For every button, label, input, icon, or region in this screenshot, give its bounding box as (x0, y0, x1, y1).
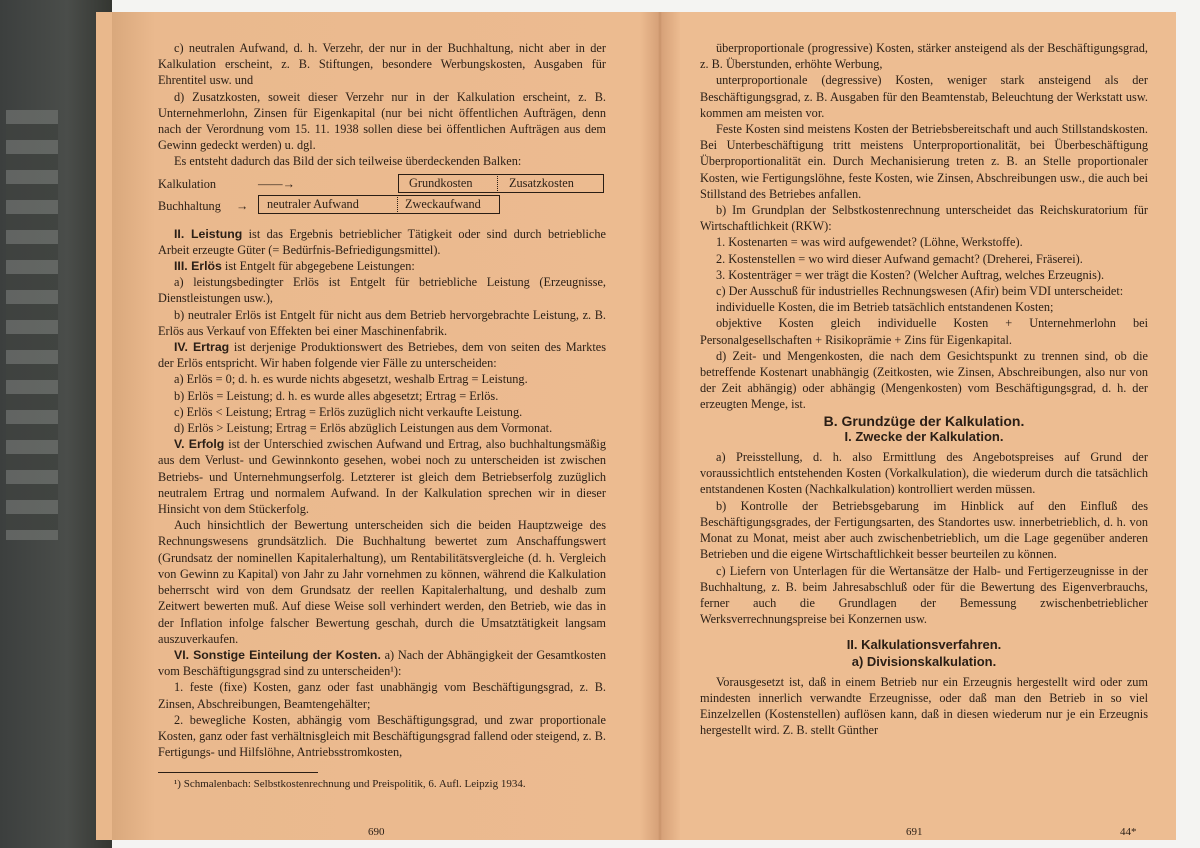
section-heading: IV. Ertrag (174, 340, 230, 355)
arrow-icon: ——→ (258, 176, 295, 191)
section-heading: II. Leistung (174, 226, 243, 241)
paragraph: c) Der Ausschuß für industrielles Rechnungswesen (Afir) beim VDI unterscheidet: (716, 284, 1124, 299)
paragraph: d) Zusatzkosten, soweit dieser Verzehr nur in der Kalkulation erscheint, z. B. Unternehmerlohn, Zinsen für Eigenkapital (nur bei nicht öffentlichen Aufträgen, denn nach der Verordnung vom 15. 11. 1938 sollen diese bei öffentlichen Aufträgen aus dem Gewinn gedeckt werden) u. dgl. (158, 89, 606, 153)
section-heading: VI. Sonstige Einteilung der Kosten. (174, 647, 381, 662)
list-item: 1. Kostenarten = was wird aufgewendet? (Löhne, Werkstoffe). (716, 235, 1023, 250)
subsection-heading: a) Divisionskalkulation. (851, 653, 997, 669)
paragraph: d) Zeit- und Mengenkosten, die nach dem Gesichtspunkt zu trennen sind, ob die betreffende Kostenart unabhängig (Zeitkosten, wie Zinsen, Abschreibungen, also nur von der Zeit abhängig) oder abhängig (Mengenkosten) vom Beschäftigungsgrad, d. h. der erzeugten Menge, ist. (700, 348, 1148, 412)
footnote-divider (158, 772, 318, 773)
paragraph: Feste Kosten sind meistens Kosten der Betriebsbereitschaft und auch Stillstandskosten. Bei Unterbeschäftigung tritt meistens Unterproportionalität, bei Überbeschäftigung Überproportionalität ein. Durch Mechanisierung treten z. B. an Stelle proportionaler Kosten, wie Fertigungslöhne, feste Kosten, wie Zinsen, Abschreibungen usw., die auch bei Stillstand des Betriebes anfallen. (700, 122, 1148, 201)
bar-label-neutraler-aufwand: neutraler Aufwand (267, 196, 359, 211)
paragraph: Es entsteht dadurch das Bild der sich teilweise überdeckenden Balken: (174, 154, 522, 169)
bar-divider (397, 197, 398, 212)
section-heading: II. Kalkulationsverfahren. (846, 637, 1002, 653)
paragraph: c) Liefern von Unterlagen für die Wertansätze der Halb- und Fertigerzeugnisse in der Buchhaltung, z. B. beim Jahresabschluß oder für die Bewertung des Eigenverbrauchs, ferner auch die Grundlagen der Bemessung zwischenbetrieblicher Werksverrechnungspreise bei Konzernen usw. (700, 563, 1148, 627)
bar-label-zusatzkosten: Zusatzkosten (509, 175, 574, 190)
section-heading: V. Erfolg (174, 437, 225, 452)
section-heading: III. Erlös (174, 259, 222, 274)
kalkulation-bar (398, 174, 604, 193)
right-page-text (700, 40, 1148, 739)
list-item: objektive Kosten gleich individuelle Kosten + Unternehmerlohn bei Personalgesellschaften + Risikoprämie + Zins für Eigenkapital. (700, 316, 1148, 347)
paragraph: c) neutralen Aufwand, d. h. Verzehr, der nur in der Buchhaltung, nicht aber in der Kalkulation erscheint, z. B. Stiftungen, besondere Werbungskosten, Ausgaben für Ehrentitel usw. und (158, 41, 606, 88)
list-item: a) leistungsbedingter Erlös ist Entgelt für betriebliche Leistung (Erzeugnisse, Dienstleistungen usw.), (158, 275, 606, 306)
page-number-left: 690 (368, 826, 385, 838)
cost-bar-diagram (158, 172, 606, 220)
paragraph (158, 647, 606, 679)
section-text: ist das Ergebnis betrieblicher Tätigkeit oder sind durch betriebliche Arbeit erzeugte Güter (= Bedürfnis-Befriedigungsmittel). (158, 226, 606, 257)
diagram-label-buchhaltung: Buchhaltung (158, 198, 221, 213)
list-item: 1. feste (fixe) Kosten, ganz oder fast unabhängig vom Beschäftigungsgrad, z. B. Zinsen, Abschreibungen, Beamtengehälter; (158, 680, 606, 711)
list-item: d) Erlös > Leistung; Ertrag = Erlös abzüglich Leistungen aus dem Vormonat. (174, 421, 553, 436)
section-heading: I. Zwecke der Kalkulation. (844, 428, 1004, 444)
list-item: individuelle Kosten, die im Betrieb tatsächlich entstandenen Kosten; (716, 300, 1054, 315)
buchhaltung-bar (258, 195, 500, 214)
list-item: b) Erlös = Leistung; d. h. es wurde alles abgesetzt; Ertrag = Erlös. (174, 388, 499, 403)
left-page-text (158, 40, 606, 791)
list-item: 2. bewegliche Kosten, abhängig vom Beschäftigungsgrad, und zwar proportionale Kosten, ganz oder fast verhältnisgleich mit Beschäftigungsgrad fallend oder steigend, z. B. Fertigungs- und Hilfslöhne, Antriebsstromkosten, (158, 712, 606, 760)
chapter-heading: B. Grundzüge der Kalkulation. (823, 412, 1025, 429)
bar-label-zweckaufwand: Zweckaufwand (405, 196, 481, 211)
section-text: a) Nach der Abhängigkeit der Gesamtkosten vom Beschäftigungsgrad sind zu unterscheiden¹): (158, 647, 606, 679)
scanner-strip (6, 110, 58, 540)
list-item: a) Erlös = 0; d. h. es wurde nichts abgesetzt, weshalb Ertrag = Leistung. (174, 372, 528, 387)
bar-label-grundkosten: Grundkosten (409, 175, 473, 190)
section-text: ist derjenige Produktionswert des Betriebes, dem von seiten des Marktes der Erlös entspricht. Wir haben folgende vier Fälle zu unterscheiden: (158, 340, 606, 371)
book-gutter (640, 12, 680, 840)
arrow-icon: → (236, 198, 249, 213)
paragraph (158, 436, 606, 517)
section-text: ist der Unterschied zwischen Aufwand und Ertrag, also buchhaltungsmäßig aus dem Verlust- und Gewinnkonto gesehen, wobei noch zu unterscheiden ist zwischen Betriebs- und Unternehmungserfolg. Letzterer ist gleich dem Betriebserfolg zuzüglich neutralem Ertrag und normalem Aufwand. In der Kalkulation sprechen wir in dieser Hinsicht von dem Stückerfolg. (158, 437, 606, 517)
bar-divider (497, 176, 498, 191)
paragraph (158, 258, 606, 274)
paragraph: Vorausgesetzt ist, daß in einem Betrieb nur ein Erzeugnis hergestellt wird oder zum mindesten innerlich verwandte Erzeugnisse, oder daß man den Betrieb in so viel Einzelzellen (Kostenstellen) auflösen kann, daß in diesen wiederum nur je ein Erzeugnis hergestellt wird. Z. B. stellt Günther (700, 674, 1148, 738)
paragraph (158, 339, 606, 371)
page-number-right: 691 (906, 826, 923, 838)
paragraph: b) Kontrolle der Betriebsgebarung im Hinblick auf den Einfluß des Beschäftigungsgrades, der Fertigungsarten, des Standortes usw. innerbetrieblich, d. h. von Monat zu Monat, meist aber auch zwischenbetrieblich, um die Lage gegenüber anderen Betrieben und die eigene Wirtschaftlichkeit besser beurteilen zu können. (700, 498, 1148, 562)
list-item: c) Erlös < Leistung; Ertrag = Erlös zuzüglich nicht verkaufte Leistung. (174, 404, 523, 419)
paragraph: a) Preisstellung, d. h. also Ermittlung des Angebotspreises auf Grund der voraussichtlich entstehenden Kosten (Vorkalkulation), die wiederum durch die tatsächlich entstandenen Kosten (Nachkalkulation) kontrolliert werden müssen. (700, 450, 1148, 497)
diagram-label-kalkulation: Kalkulation (158, 176, 217, 191)
list-item: 2. Kostenstellen = wo wird dieser Aufwand gemacht? (Dreherei, Fräserei). (716, 251, 1083, 266)
paragraph: Auch hinsichtlich der Bewertung unterscheiden sich die beiden Hauptzweige des Rechnungswesens grundsätzlich. Die Buchhaltung bewertet zum Anschaffungswert (Grundsatz der nominellen Kapitalerhaltung), um Rentabilitätsvergleiche (d. h. Vergleich von Gewinn zu Kapital) von Jahr zu Jahr vornehmen zu können, während die Kalkulation beherrscht wird von dem Grundsatz der reellen Kapitalerhaltung, und deshalb zum Zeitwert bewerten muß. Auf diese Weise soll verhindert werden, den Betrieb, wie das in der Inflation infolge falscher Bewertung geschah, durch die Umsatztätigkeit langsam auszuverkaufen. (158, 518, 606, 646)
paragraph: unterproportionale (degressive) Kosten, weniger stark ansteigend als der Beschäftigungsgrad, z. B. Ausgaben für den Beamtenstab, Beleuchtung der Werkstatt usw. kommen am meisten vor. (700, 73, 1148, 120)
list-item: b) neutraler Erlös ist Entgelt für nicht aus dem Betrieb hervorgebrachte Leistung, z. B. Erlös aus Verkauf von Effekten bei einer Maschinenfabrik. (158, 307, 606, 338)
paragraph: b) Im Grundplan der Selbstkostenrechnung unterscheidet das Reichskuratorium für Wirtschaftlichkeit (RKW): (700, 203, 1148, 234)
signature-mark: 44* (1120, 826, 1137, 838)
list-item: 3. Kostenträger = wer trägt die Kosten? (Welcher Auftrag, welches Erzeugnis). (716, 267, 1105, 282)
footnote: ¹) Schmalenbach: Selbstkostenrechnung und Preispolitik, 6. Aufl. Leipzig 1934. (174, 778, 526, 791)
paragraph (158, 226, 606, 258)
paragraph: überproportionale (progressive) Kosten, stärker ansteigend als der Beschäftigungsgrad, z. B. Überstunden, erhöhte Werbung, (700, 41, 1148, 72)
section-text: ist Entgelt für abgegebene Leistungen: (221, 259, 415, 274)
